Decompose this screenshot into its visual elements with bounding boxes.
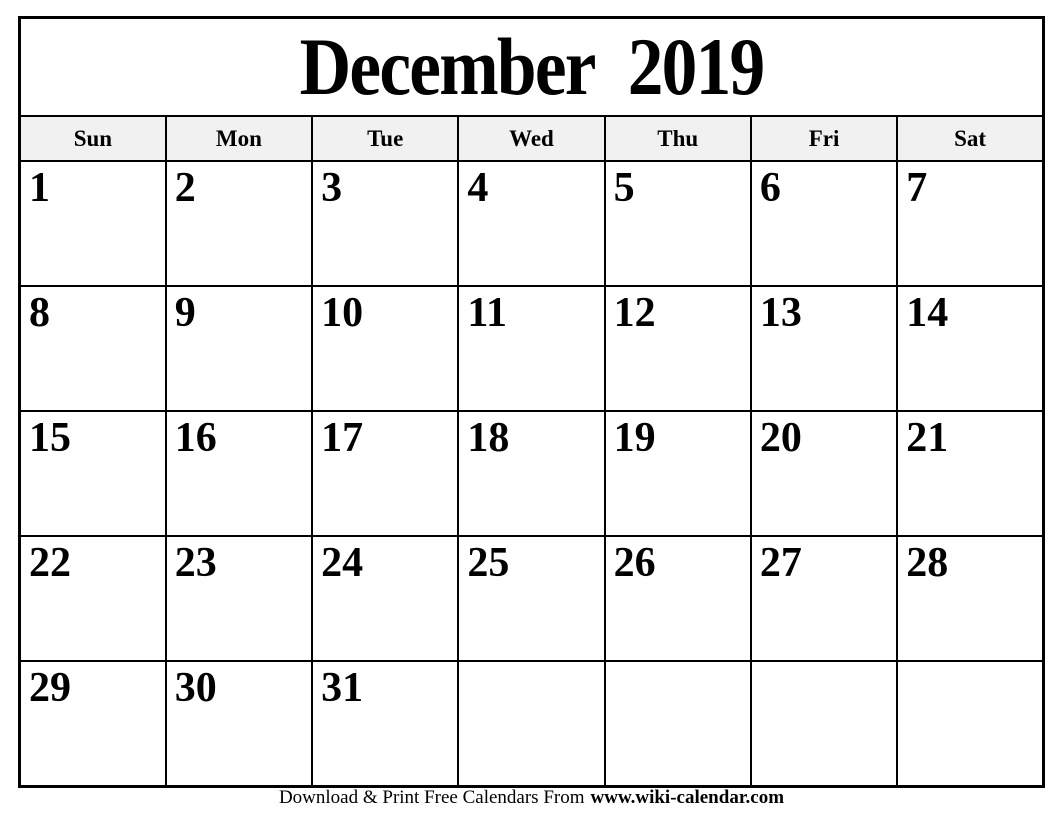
day-number: 31	[321, 665, 364, 711]
day-cell	[751, 536, 897, 661]
day-cell	[751, 286, 897, 411]
day-cell	[166, 411, 312, 536]
day-cell	[897, 161, 1043, 286]
day-number: 25	[467, 540, 510, 586]
day-cell	[751, 161, 897, 286]
day-number: 16	[174, 415, 217, 461]
day-cell	[166, 536, 312, 661]
week-row	[20, 161, 1044, 286]
day-cell	[20, 411, 166, 536]
day-header-tue: Tue	[312, 116, 458, 161]
day-cell	[458, 161, 604, 286]
day-number	[459, 662, 603, 667]
day-number: 6	[759, 165, 781, 211]
day-cell	[458, 536, 604, 661]
day-header-sat: Sat	[897, 116, 1043, 161]
day-cell	[605, 536, 751, 661]
day-number: 23	[174, 540, 217, 586]
day-number: 2	[174, 165, 196, 211]
day-number: 27	[759, 540, 802, 586]
calendar-title-cell	[20, 18, 1044, 117]
day-number: 14	[906, 290, 949, 336]
week-row	[20, 536, 1044, 661]
day-number: 3	[321, 165, 343, 211]
day-cell	[312, 536, 458, 661]
day-cell	[751, 661, 897, 787]
day-number: 13	[759, 290, 802, 336]
day-cell	[312, 661, 458, 787]
day-header-thu: Thu	[605, 116, 751, 161]
day-number: 30	[174, 665, 217, 711]
day-number: 1	[29, 165, 50, 211]
title-row	[20, 18, 1044, 117]
day-cell	[605, 161, 751, 286]
day-cell	[897, 661, 1043, 787]
day-number: 20	[759, 415, 802, 461]
day-number: 22	[29, 540, 71, 586]
week-row	[20, 286, 1044, 411]
footer-text: Download & Print Free Calendars From	[278, 787, 585, 808]
day-number: 24	[321, 540, 364, 586]
day-cell	[20, 661, 166, 787]
day-number: 10	[321, 290, 364, 336]
day-number: 19	[613, 415, 656, 461]
day-number: 21	[906, 415, 949, 461]
day-number	[752, 662, 896, 667]
day-header-sun: Sun	[20, 116, 166, 161]
day-cell	[897, 411, 1043, 536]
day-number: 8	[29, 290, 50, 336]
day-number: 5	[613, 165, 635, 211]
title-year: 2019	[627, 21, 764, 112]
day-number: 4	[467, 165, 489, 211]
day-cell	[751, 411, 897, 536]
day-number: 28	[906, 540, 949, 586]
day-cell	[458, 411, 604, 536]
day-cell	[897, 286, 1043, 411]
day-cell	[20, 286, 166, 411]
day-cell	[166, 286, 312, 411]
day-cell	[605, 411, 751, 536]
day-cell	[312, 161, 458, 286]
day-cell	[897, 536, 1043, 661]
day-cell	[166, 661, 312, 787]
day-header-wed: Wed	[458, 116, 604, 161]
title-month: December	[299, 21, 595, 112]
day-number	[606, 662, 750, 667]
day-number: 26	[613, 540, 656, 586]
day-cell	[20, 536, 166, 661]
day-number: 18	[467, 415, 510, 461]
footer-site-url: www.wiki-calendar.com	[590, 787, 785, 808]
day-cell	[458, 286, 604, 411]
day-cell	[605, 286, 751, 411]
week-row	[20, 661, 1044, 787]
footer	[0, 787, 1063, 809]
day-cell	[166, 161, 312, 286]
day-header-mon: Mon	[166, 116, 312, 161]
day-cell	[605, 661, 751, 787]
calendar-table	[18, 16, 1045, 788]
day-cell	[20, 161, 166, 286]
day-number	[898, 662, 1042, 667]
day-number: 17	[321, 415, 364, 461]
day-number: 7	[906, 165, 928, 211]
day-number: 29	[29, 665, 71, 711]
day-cell	[312, 286, 458, 411]
day-cell	[312, 411, 458, 536]
day-number: 12	[613, 290, 656, 336]
week-row	[20, 411, 1044, 536]
day-header-fri: Fri	[751, 116, 897, 161]
calendar-title	[300, 19, 764, 115]
day-number: 11	[467, 290, 508, 336]
day-number: 9	[174, 290, 196, 336]
day-cell	[458, 661, 604, 787]
day-header-row	[20, 116, 1044, 161]
day-number: 15	[29, 415, 71, 461]
